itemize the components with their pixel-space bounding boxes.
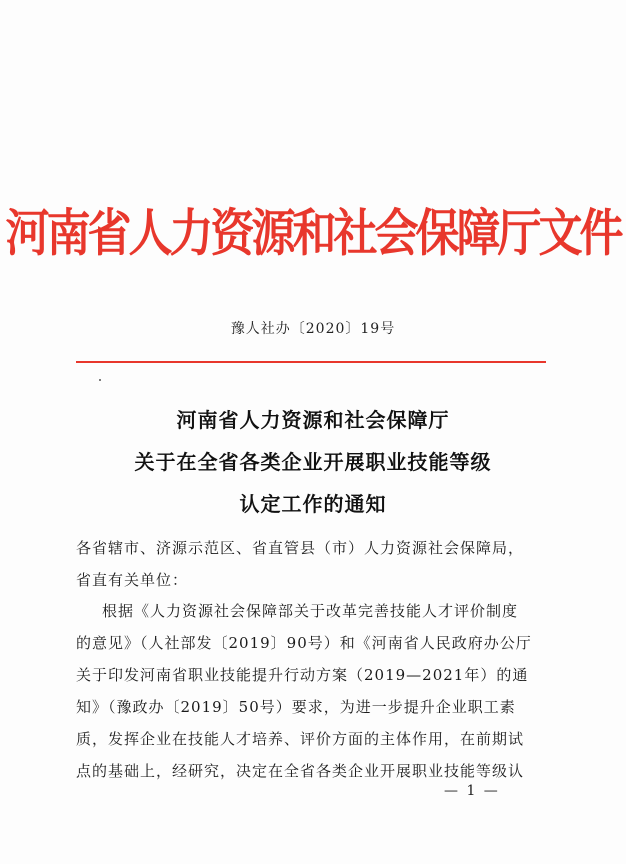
- body-line-3: 关于印发河南省职业技能提升行动方案（2019—2021年）的通: [76, 666, 529, 684]
- title-line-2: 关于在全省各类企业开展职业技能等级: [134, 450, 492, 474]
- scan-speck: [99, 379, 101, 381]
- document-masthead: 河南省人力资源和社会保障厅文件: [5, 204, 621, 264]
- title-line-3: 认定工作的通知: [239, 492, 387, 516]
- addressee-line-1: 各省辖市、济源示范区、省直管县（市）人力资源社会保障局，: [76, 539, 525, 557]
- red-divider-rule: [76, 361, 546, 363]
- addressee-line-2: 省直有关单位：: [76, 571, 189, 589]
- body-line-5: 质，发挥企业在技能人才培养、评价方面的主体作用，在前期试: [76, 730, 525, 748]
- title-line-1: 河南省人力资源和社会保障厅: [176, 408, 450, 432]
- body-line-4: 知》（豫政办〔2019〕50号）要求，为进一步提升企业职工素: [76, 698, 516, 716]
- body-line-2: 的意见》（人社部发〔2019〕90号）和《河南省人民政府办公厅: [76, 634, 532, 652]
- page-number: — 1 —: [444, 783, 500, 799]
- document-number: 豫人社办〔2020〕19号: [230, 321, 396, 337]
- body-line-6: 点的基础上，经研究，决定在全省各类企业开展职业技能等级认: [76, 762, 525, 780]
- body-line-1: 根据《人力资源社会保障部关于改革完善技能人才评价制度: [102, 602, 519, 620]
